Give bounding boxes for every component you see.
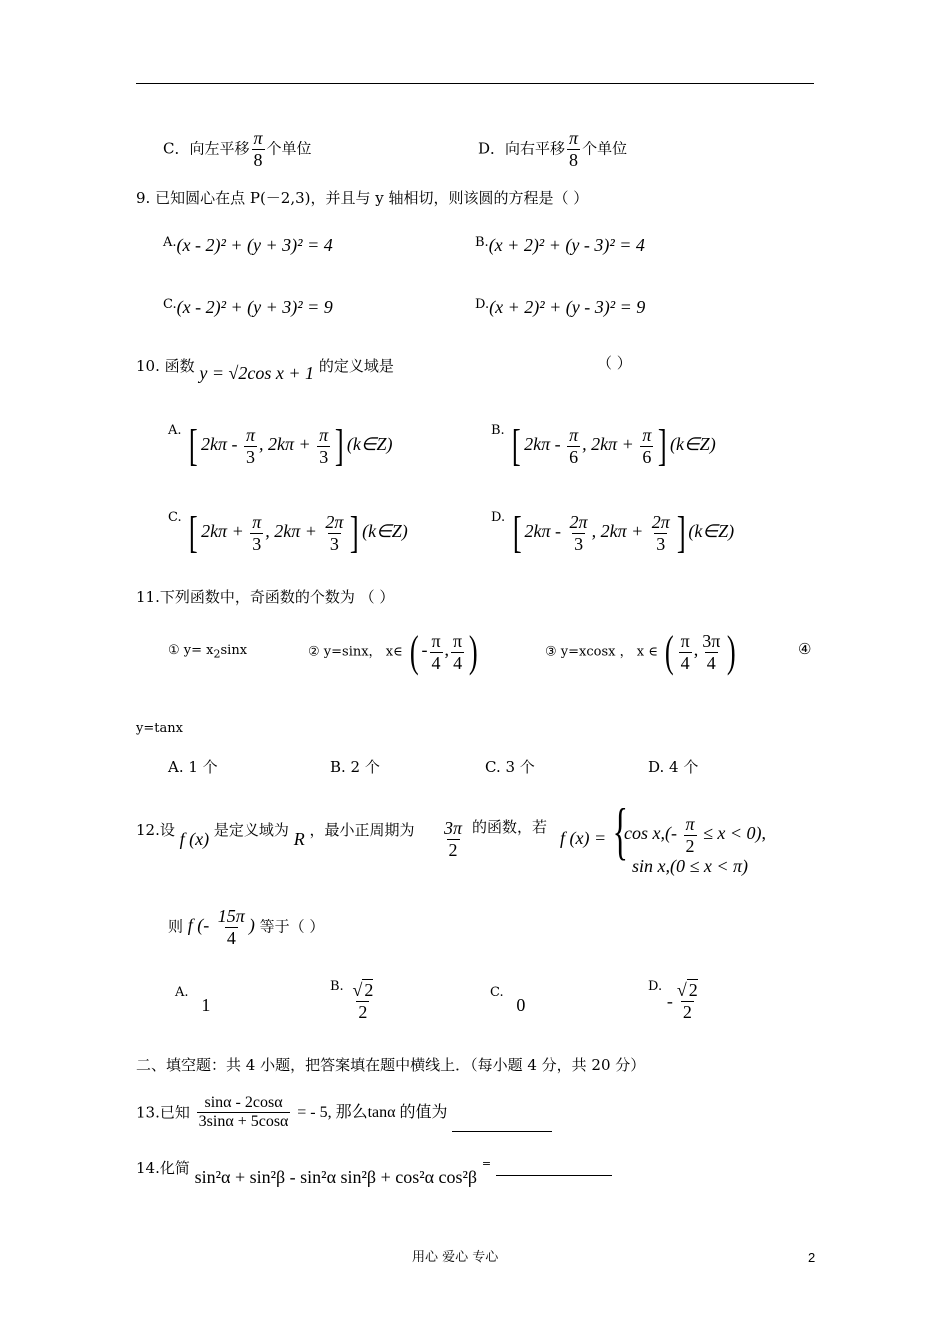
q8-option-d: D．向右平移 $\frac{\pi}{8}$ 个单位 bbox=[478, 128, 628, 170]
q12-option-d: D. - $\frac{√ 2}{2}$ bbox=[648, 979, 698, 1022]
q14-answer-blank[interactable] bbox=[496, 1159, 612, 1176]
q8-option-c: C．向左平移 $\frac{\pi}{8}$ 个单位 bbox=[163, 128, 312, 170]
q12-brace: { bbox=[612, 795, 629, 866]
q11-item-2: ② y=sinx， x∈ ( - $\frac{\pi}{4}$ , $\frac{\pi}{4}$ ) bbox=[308, 627, 478, 676]
q10-option-a: A. [ 2kπ - $\frac{\pi}{3}$ , 2kπ + $\frac{\pi}{3}$ ] (k∈Z) bbox=[168, 421, 393, 470]
q9-option-b: B.(x + 2)² + (y - 3)² = 4 bbox=[475, 235, 645, 255]
q10-stem: 10. 函数 y = √2cos x + 1 的定义域是 bbox=[136, 357, 394, 383]
q12-option-c: C. 0 bbox=[490, 985, 526, 1015]
q12-then: 则 f (- $\frac{15\pi}{4}$ ) 等于（ ） bbox=[168, 906, 325, 948]
q13: 13.已知 $\frac{\sin\alpha - 2\cos\alpha}{3\sin\alpha + 5\cos\alpha}$ = - 5, 那么tanα 的值为 bbox=[136, 1094, 552, 1132]
q11-stem: 11.下列函数中，奇函数的个数为 （ ） bbox=[136, 588, 395, 606]
q11-item-1: ① $y= x_2\sin x$ bbox=[168, 643, 248, 661]
q11-item-3: ③ y=xcosx ， x ∈ ( $\frac{\pi}{4}$ , $\frac{3\pi}{4}$ ) bbox=[545, 627, 737, 676]
footer-text: 用心 爱心 专心 bbox=[412, 1250, 499, 1265]
q12-case-1: cos x,(- $\frac{\pi}{2}$ ≤ x < 0), bbox=[624, 814, 767, 856]
section-2-heading: 二、填空题：共 4 小题，把答案填在题中横线上．（每小题 4 分，共 20 分） bbox=[136, 1056, 646, 1074]
q12-period: $\frac{3\pi}{2}$ bbox=[444, 818, 463, 860]
q9-stem: 9. 已知圆心在点 P(－2,3)，并且与 y 轴相切，则该圆的方程是（ ） bbox=[136, 189, 589, 207]
q9-option-d: D.(x + 2)² + (y - 3)² = 9 bbox=[475, 297, 646, 317]
q10-option-b: B. [ 2kπ - $\frac{\pi}{6}$ , 2kπ + $\frac{\pi}{6}$ ] (k∈Z) bbox=[491, 421, 716, 470]
q11-option-d: D. 4 个 bbox=[648, 758, 699, 776]
q10-function: y = √2cos x + 1 bbox=[199, 363, 315, 383]
q12-option-a: A. 1 bbox=[175, 985, 211, 1015]
q10-option-c: C. [ 2kπ + $\frac{\pi}{3}$ , 2kπ + $\frac{2\pi}{3}$ ] (k∈Z) bbox=[168, 508, 408, 557]
q13-answer-blank[interactable] bbox=[452, 1111, 552, 1132]
q11-item-4-cont: y=tanx bbox=[136, 721, 183, 736]
header-rule bbox=[136, 83, 814, 84]
q12-option-b: B. $\frac{√ 2}{2}$ bbox=[330, 979, 374, 1022]
q12-piecewise-lhs: f (x) = bbox=[560, 828, 607, 848]
q12-stem-2: 的函数，若 bbox=[472, 818, 548, 836]
q9-option-a: A.(x - 2)² + (y + 3)² = 4 bbox=[163, 235, 333, 255]
q12-case-2: sin x,(0 ≤ x < π) bbox=[632, 856, 749, 876]
q11-option-b: B. 2 个 bbox=[330, 758, 380, 776]
q11-option-c: C. 3 个 bbox=[485, 758, 535, 776]
q12-stem: 12.设 f (x) 是定义域为 R ，最小正周期为 bbox=[136, 821, 415, 849]
q11-item-4: ④ bbox=[798, 640, 812, 658]
q9-option-c: C.(x - 2)² + (y + 3)² = 9 bbox=[163, 297, 333, 317]
q10-paren: （ ） bbox=[597, 354, 632, 372]
q11-option-a: A. 1 个 bbox=[168, 758, 218, 776]
q14: 14.化简 sin²α + sin²β - sin²α sin²β + cos²α cos²β = bbox=[136, 1158, 612, 1176]
q10-option-d: D. [ 2kπ - $\frac{2\pi}{3}$ , 2kπ + $\frac{2\pi}{3}$ ] (k∈Z) bbox=[491, 508, 735, 557]
page-number: 2 bbox=[808, 1250, 816, 1265]
